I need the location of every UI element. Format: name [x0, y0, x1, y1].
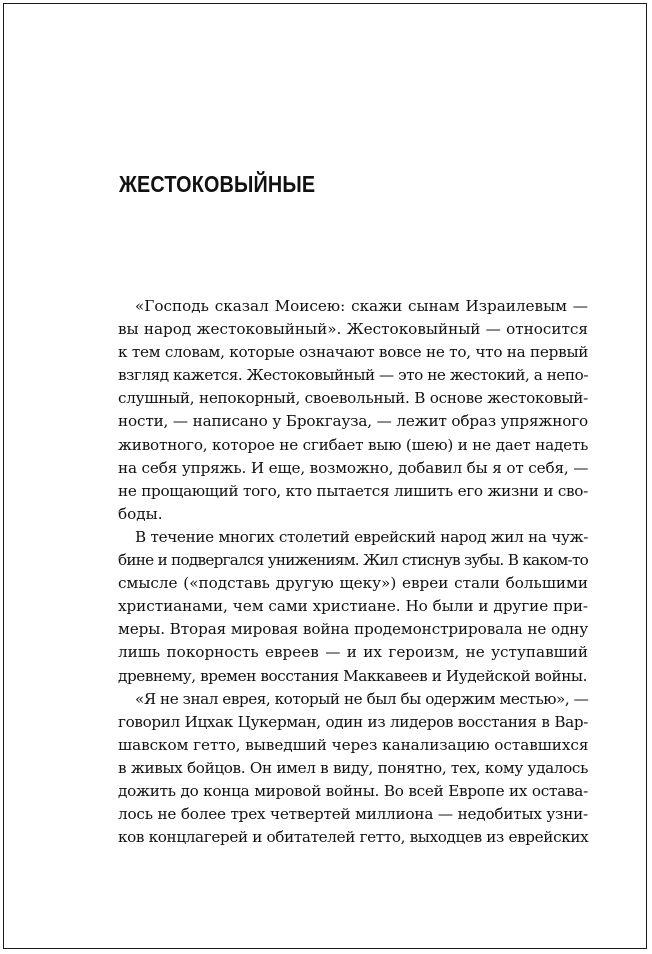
text-line: взгляд кажется. Жестоковыйный — это не жестокий, а непо-	[118, 366, 588, 385]
text-line: говорил Ицхак Цукерман, один из лидеров восстания в Вар-	[118, 712, 588, 731]
text-line: вы народ жестоковыйный». Жестоковыйный — относится	[118, 320, 588, 339]
text-line: в живых бойцов. Он имел в виду, понятно, тех, кому удалось	[118, 758, 588, 777]
text-line: дожить до конца мировой войны. Во всей Европе их остава-	[118, 781, 588, 800]
paragraph-2	[118, 526, 588, 688]
text-line: лишь покорность евреев — и их героизм, не уступавший	[118, 643, 588, 662]
text-line: «Господь сказал Моисею: скажи сынам Израилевым —	[135, 297, 588, 315]
text-line: слушный, непокорный, своевольный. В основе жестоковый-	[118, 389, 589, 408]
text-line: христианами, чем сами христиане. Но были и другие при-	[118, 597, 588, 616]
text-line: лось не более трех четвертей миллиона — недобитых узни-	[118, 805, 588, 824]
paragraph-3	[118, 688, 588, 850]
chapter-body	[118, 295, 588, 849]
chapter-title: ЖЕСТОКОВЫЙНЫЕ	[119, 171, 316, 197]
text-line: не прощающий того, кто пытается лишить его жизни и сво-	[118, 481, 588, 500]
text-line: бине и подвергался унижениям. Жил стиснув зубы. В каком-то	[118, 551, 588, 570]
text-line: на себя упряжь. И еще, возможно, добавил бы я от себя, —	[118, 458, 589, 477]
text-line: животного, которое не сгибает выю (шею) и не дает надеть	[118, 435, 589, 454]
text-line: боды.	[118, 504, 163, 523]
text-line: к тем словам, которые означают вовсе не то, что на первый	[118, 343, 589, 362]
text-line: «Я не знал еврея, который не был бы одержим местью», —	[135, 689, 589, 708]
text-line: ности, — написано у Брокгауза, — лежит образ упряжного	[118, 412, 589, 431]
text-line: меры. Вторая мировая война продемонстрировала не одну	[118, 620, 589, 639]
paragraph-1	[118, 295, 588, 526]
book-page	[3, 3, 647, 949]
text-line: шавском гетто, выведший через канализацию оставшихся	[118, 735, 589, 754]
text-line: ков концлагерей и обитателей гетто, выходцев из еврейских	[118, 828, 589, 847]
text-line: древнему, времен восстания Маккавеев и Иудейской войны.	[118, 666, 588, 685]
text-line: смысле («подставь другую щеку») евреи стали большими	[118, 574, 588, 593]
text-line: В течение многих столетий еврейский народ жил на чуж-	[135, 527, 588, 546]
